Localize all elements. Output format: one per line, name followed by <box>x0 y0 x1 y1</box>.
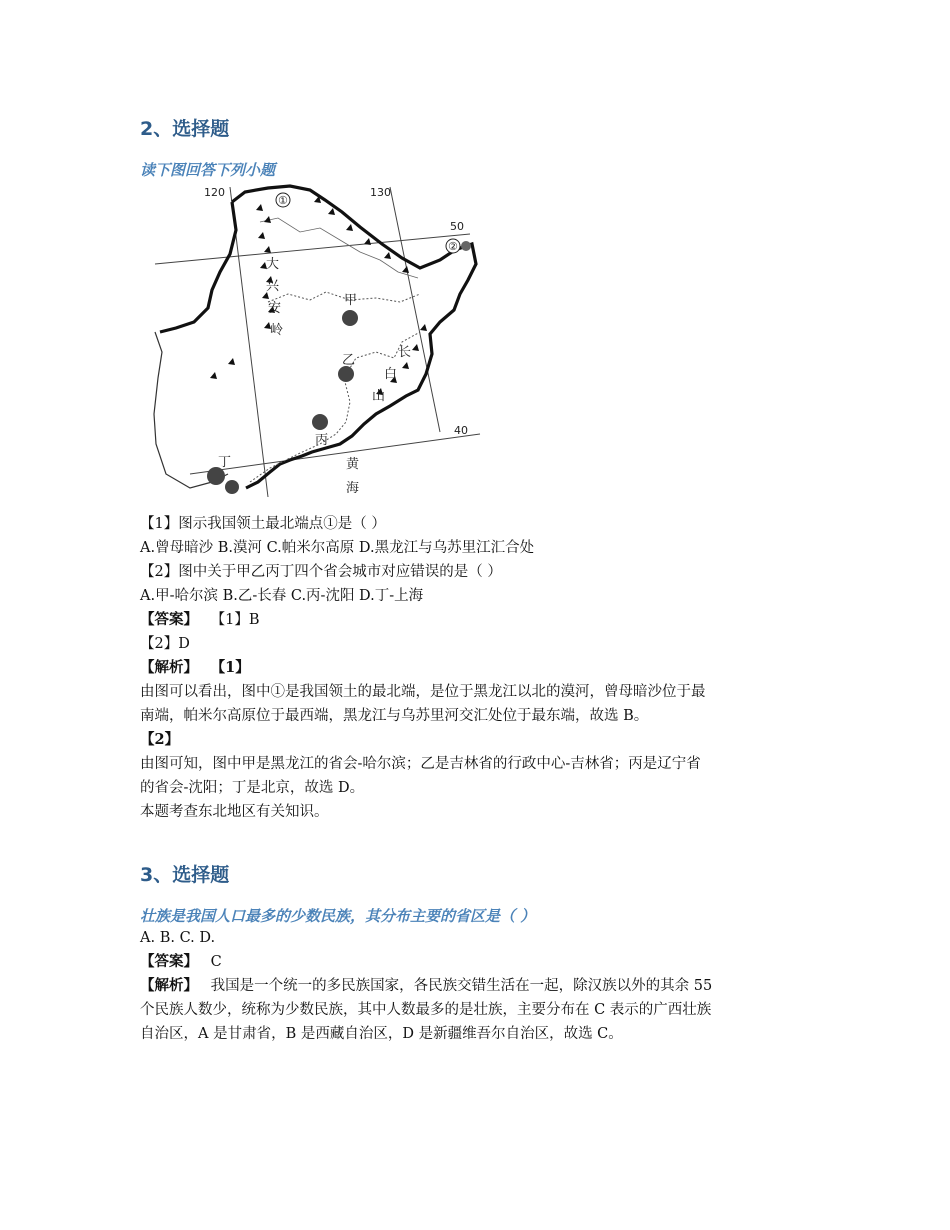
question-2-sub2-options: A.甲-哈尔滨 B.乙-长春 C.丙-沈阳 D.丁-上海 <box>140 588 424 604</box>
label-hai: 海 <box>346 481 360 496</box>
q3-analysis-line-1: 我国是一个统一的多民族国家，各民族交错生活在一起，除汉族以外的其余 55 <box>210 978 713 994</box>
label-da: 大 <box>266 257 280 272</box>
label-ding: 丁 <box>218 455 232 470</box>
parallel-40 <box>190 434 480 474</box>
label-yi: 乙 <box>342 353 356 368</box>
label-ling: 岭 <box>270 323 284 338</box>
lon-130-label: 130 <box>370 186 391 199</box>
q3-answer-label: 【答案】 <box>140 953 198 970</box>
question-2-stem: 读下图回答下列小题 <box>140 161 276 179</box>
city-bing-marker <box>312 414 328 430</box>
analysis-1-tag: 【1】 <box>210 659 250 676</box>
label-bai: 白 <box>384 367 398 382</box>
analysis-label: 【解析】 <box>140 659 198 676</box>
question-2-sub2: 【2】图中关于甲乙丙丁四个省会城市对应错误的是（ ） <box>140 564 502 580</box>
analysis-2-line-2: 的省会-沈阳；丁是北京，故选 D。 <box>140 780 365 796</box>
province-boundary <box>250 332 420 482</box>
analysis-conclusion: 本题考查东北地区有关知识。 <box>140 804 329 820</box>
point-2-label: ② <box>448 240 458 253</box>
answer-2: 【2】D <box>140 636 190 652</box>
answer-1: 【1】B <box>210 612 260 628</box>
label-huang: 黄 <box>346 457 360 472</box>
lat-50-label: 50 <box>450 220 464 233</box>
parallel-50 <box>155 234 470 264</box>
northeast-china-map <box>150 182 490 497</box>
answer-label: 【答案】 <box>140 611 198 628</box>
city-ding-marker-2 <box>225 480 239 494</box>
question-2-answer-row <box>140 608 820 632</box>
question-3-stem: 壮族是我国人口最多的少数民族，其分布主要的省区是（ ） <box>140 907 536 925</box>
label-chang: 长 <box>398 345 412 360</box>
label-xing: 兴 <box>266 279 280 294</box>
question-3-heading: 3、选择题 <box>140 864 230 886</box>
q3-answer: C <box>210 954 222 970</box>
analysis-1-line-2: 南端，帕米尔高原位于最西端，黑龙江与乌苏里河交汇处位于最东端，故选 B。 <box>140 708 649 724</box>
label-an: 安 <box>268 301 282 316</box>
label-jia: 甲 <box>344 293 358 308</box>
question-2-analysis-row <box>140 656 820 680</box>
meridian-130 <box>390 187 440 432</box>
analysis-2-line-1: 由图可知，图中甲是黑龙江的省会-哈尔滨；乙是吉林省的行政中心-吉林省；丙是辽宁省 <box>140 756 701 772</box>
lat-40-label: 40 <box>454 424 468 437</box>
question-3-options: A. B. C. D. <box>140 930 216 946</box>
analysis-1-line-1: 由图可以看出，图中①是我国领土的最北端，是位于黑龙江以北的漠河，曾母暗沙位于最 <box>140 684 706 700</box>
label-bing: 丙 <box>315 433 329 448</box>
q3-analysis-line-2: 个民族人数少，统称为少数民族，其中人数最多的是壮族，主要分布在 C 表示的广西壮族 <box>140 1002 712 1018</box>
river-line <box>260 218 418 278</box>
city-jia-marker <box>342 310 358 326</box>
national-border <box>232 186 476 488</box>
question-3-answer-row <box>140 950 820 974</box>
point-1-label: ① <box>278 194 288 207</box>
point-2-dot <box>461 241 471 251</box>
question-3-analysis-row <box>140 974 820 998</box>
q3-analysis-label: 【解析】 <box>140 977 198 994</box>
western-border <box>160 202 236 332</box>
question-2-heading: 2、选择题 <box>140 118 230 140</box>
question-2-sub1-options: A.曾母暗沙 B.漠河 C.帕米尔高原 D.黑龙江与乌苏里江汇合处 <box>140 540 535 556</box>
city-yi-marker <box>338 366 354 382</box>
q3-analysis-line-3: 自治区，A 是甘肃省，B 是西藏自治区，D 是新疆维吾尔自治区，故选 C。 <box>140 1026 623 1042</box>
question-2-sub1: 【1】图示我国领土最北端点①是（ ） <box>140 516 386 532</box>
analysis-2-tag: 【2】 <box>140 731 180 748</box>
label-shan: 山 <box>372 389 386 404</box>
lon-120-label: 120 <box>204 186 225 199</box>
coastline-west <box>154 332 228 488</box>
